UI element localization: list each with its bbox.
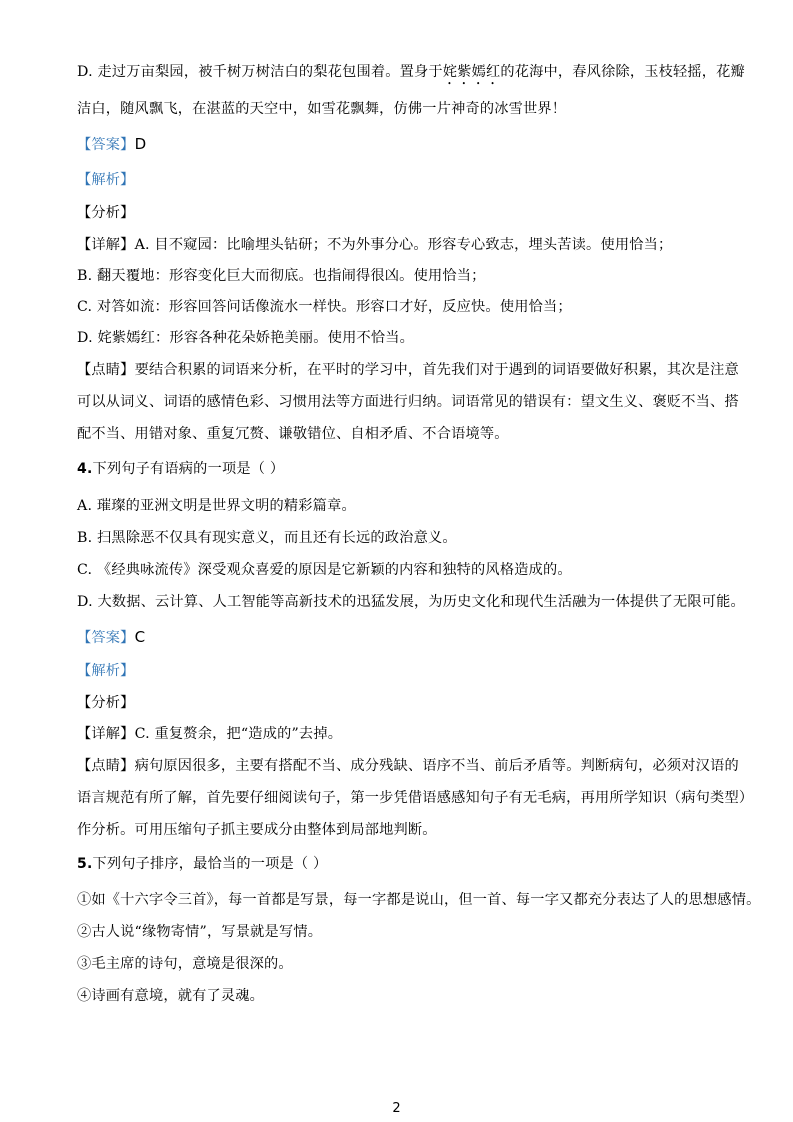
page-number: 2 [392,1101,401,1116]
emphasized-phrase: 姹紫嫣红 [442,64,501,80]
answer-label: 【答案】 [77,630,135,646]
q4-option-d: D. 大数据、云计算、人工智能等高新技术的迅猛发展，为历史文化和现代生活融为一体提供了无限可能。 [77,594,745,610]
q3-tip-line [77,361,739,379]
detail-label: 【详解】 [77,726,135,742]
q4-fenxi-label: 【分析】 [77,695,135,711]
answer-value: D [134,135,147,153]
q4-tip-line: 作分析。可用压缩句子抓主要成分由整体到局部地判断。 [77,822,437,838]
q4-tip-line: 语言规范有所了解，首先要仔细阅读句子，第一步凭借语感感知句子有无毛病，再用所学知识（病句类型） [77,790,754,806]
answer-label: 【答案】 [77,137,135,153]
q4-detail-line [77,725,342,743]
q5-item-2: ②古人说“缘物寄情”，写景就是写情。 [77,924,323,940]
detail-label: 【详解】 [77,237,135,253]
text-segment: D. 走过万亩梨园，被千树万树洁白的梨花包围着。置身于 [77,64,443,80]
q3-analysis-label: 【解析】 [77,172,135,188]
question-stem: 下列句子有语病的一项是（ ） [92,461,285,477]
q3-detail-line: D. 姹紫嫣红：形容各种花朵娇艳美丽。使用不恰当。 [77,330,415,346]
q4-option-c: C. 《经典咏流传》深受观众喜爱的原因是它新颖的内容和独特的风格造成的。 [77,562,572,578]
q3-tip-line: 配不当、用错对象、重复冗赘、谦敬错位、自相矛盾、不合语境等。 [77,426,509,442]
answer-value: C [134,628,146,646]
tip-label: 【点睛】 [77,758,135,774]
q3-fenxi-label: 【分析】 [77,205,135,221]
q3-option-d-line2: 洁白，随风飘飞，在湛蓝的天空中，如雪花飘舞，仿佛一片神奇的冰雪世界！ [77,101,567,117]
q4-option-a: A. 璀璨的亚洲文明是世界文明的精彩篇章。 [77,498,356,514]
q3-detail-line: B. 翻天覆地：形容变化巨大而彻底。也指闹得很凶。使用恰当； [77,268,486,284]
q3-detail-line: C. 对答如流：形容回答问话像流水一样快。形容口才好，反应快。使用恰当； [77,299,572,315]
q3-answer [77,135,146,154]
q4-option-b: B. 扫黑除恶不仅具有现实意义，而且还有长远的政治意义。 [77,530,457,546]
q4-analysis-label: 【解析】 [77,663,135,679]
q4-answer [77,628,145,647]
q3-option-d-line1 [77,63,745,88]
question-number: 5. [77,856,93,872]
q3-tip-line: 可以从词义、词语的感情色彩、习惯用法等方面进行归纳。词语常见的错误有：望文生义、褒贬不当、搭 [77,394,739,410]
detail-text: C. 重复赘余，把“造成的”去掉。 [134,726,343,742]
q5-item-1: ①如《十六字令三首》，每一首都是写景，每一字都是说山，但一首、每一字又都充分表达了人的思想感情。 [77,892,761,908]
q3-detail-line [77,236,672,254]
q5-stem [77,855,327,873]
text-segment: 的花海中，春风徐除，玉枝轻摇，花瓣 [500,64,745,80]
question-stem: 下列句子排序，最恰当的一项是（ ） [92,856,328,872]
tip-text: 要结合积累的词语来分析，在平时的学习中，首先我们对于遇到的词语要做好积累，其次是注意 [134,362,739,378]
q5-item-3: ③毛主席的诗句，意境是很深的。 [77,956,293,972]
question-number: 4. [77,461,93,477]
q4-tip-line [77,757,739,775]
tip-text: 病句原因很多，主要有搭配不当、成分残缺、语序不当、前后矛盾等。判断病句，必须对汉语的 [134,758,739,774]
tip-label: 【点睛】 [77,362,135,378]
detail-text: A. 目不窥园：比喻埋头钻研；不为外事分心。形容专心致志，埋头苦读。使用恰当； [134,237,673,253]
q4-stem [77,460,284,478]
q5-item-4: ④诗画有意境，就有了灵魂。 [77,988,265,1004]
